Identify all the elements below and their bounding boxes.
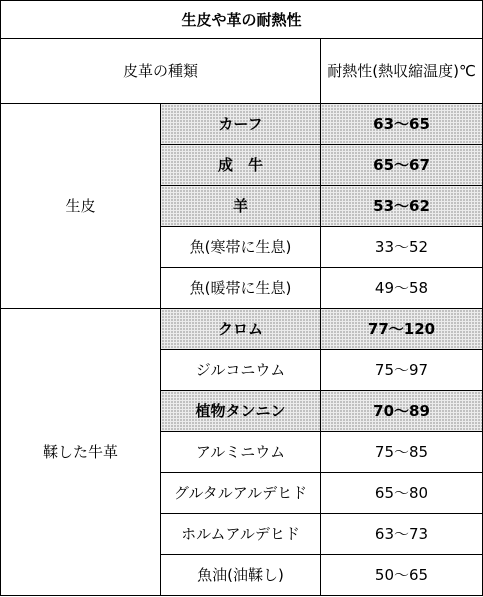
heat-resistance-header: 耐熱性(熱収縮温度)℃ — [321, 39, 483, 104]
temperature-range-cell: 33～52 — [321, 227, 483, 268]
temperature-range-cell: 63～73 — [321, 514, 483, 555]
temperature-range-cell: 75～97 — [321, 350, 483, 391]
leather-type-cell: クロム — [161, 309, 321, 350]
table-title: 生皮や革の耐熱性 — [1, 1, 483, 39]
temperature-range-cell: 75～85 — [321, 432, 483, 473]
leather-type-cell: 魚(寒帯に生息) — [161, 227, 321, 268]
table-row — [1, 104, 483, 145]
table-row — [1, 309, 483, 350]
title-row — [1, 1, 483, 39]
temperature-range-cell: 50～65 — [321, 555, 483, 596]
leather-type-cell: 魚油(油鞣し) — [161, 555, 321, 596]
header-row — [1, 39, 483, 104]
leather-type-cell: カーフ — [161, 104, 321, 145]
leather-type-cell: 魚(暖帯に生息) — [161, 268, 321, 309]
leather-type-cell: 成 牛 — [161, 145, 321, 186]
temperature-range-cell: 63～65 — [321, 104, 483, 145]
leather-type-cell: ジルコニウム — [161, 350, 321, 391]
temperature-range-cell: 49～58 — [321, 268, 483, 309]
leather-type-cell: グルタルアルデヒド — [161, 473, 321, 514]
temperature-range-cell: 53～62 — [321, 186, 483, 227]
leather-type-cell: アルミニウム — [161, 432, 321, 473]
temperature-range-cell: 70～89 — [321, 391, 483, 432]
temperature-range-cell: 65～80 — [321, 473, 483, 514]
leather-type-cell: ホルムアルデヒド — [161, 514, 321, 555]
leather-type-header: 皮革の種類 — [1, 39, 321, 104]
leather-type-cell: 羊 — [161, 186, 321, 227]
temperature-range-cell: 65～67 — [321, 145, 483, 186]
leather-type-cell: 植物タンニン — [161, 391, 321, 432]
group-label: 生皮 — [1, 104, 161, 309]
group-label: 鞣した牛革 — [1, 309, 161, 596]
temperature-range-cell: 77～120 — [321, 309, 483, 350]
